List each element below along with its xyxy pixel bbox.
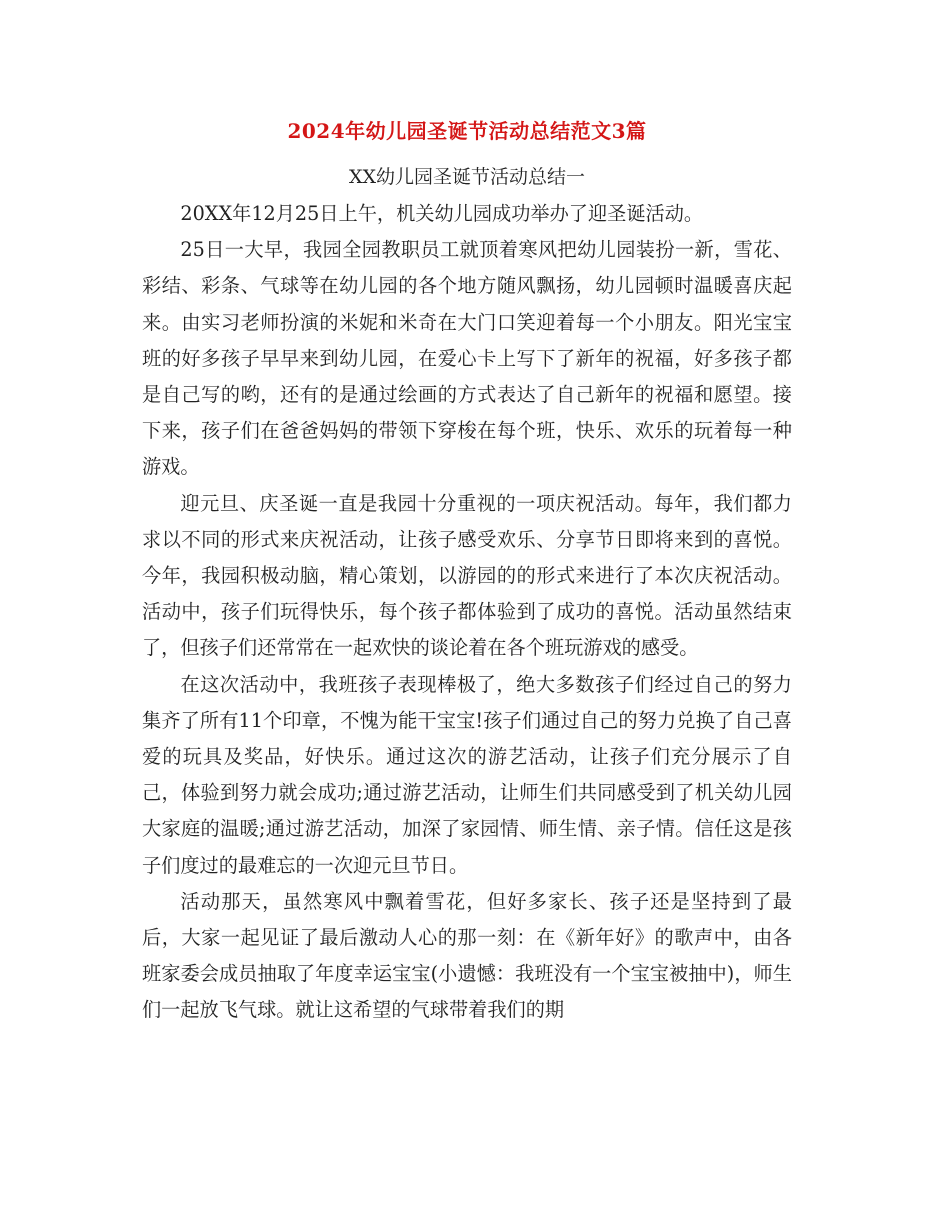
section-title: XX幼儿园圣诞节活动总结一 [348, 166, 586, 188]
paragraph-3: 迎元旦、庆圣诞一直是我园十分重视的一项庆祝活动。每年，我们都力求以不同的形式来庆祝活动，让孩子感受欢乐、分享节日即将来到的喜悦。今年，我园积极动脑，精心策划，以游园的的形式来进行了本次庆祝活动。活动中，孩子们玩得快乐，每个孩子都体验到了成功的喜悦。活动虽然结束了，但孩子们还常常在一起欢快的谈论着在各个班玩游戏的感受。 [142, 491, 792, 660]
document-title: 2024年幼儿园圣诞节活动总结范文3篇 [287, 119, 647, 143]
paragraph-2: 25日一大早，我园全园教职员工就顶着寒风把幼儿园装扮一新，雪花、彩结、彩条、气球等在幼儿园的各个地方随风飘扬，幼儿园顿时温暖喜庆起来。由实习老师扮演的米妮和米奇在大门口笑迎着每一个小朋友。阳光宝宝班的好多孩子早早来到幼儿园，在爱心卡上写下了新年的祝福，好多孩子都是自己写的哟，还有的是通过绘画的方式表达了自己新年的祝福和愿望。接下来，孩子们在爸爸妈妈的带领下穿梭在每个班，快乐、欢乐的玩着每一种游戏。 [142, 238, 792, 479]
paragraph-1: 20XX年12月25日上午，机关幼儿园成功举办了迎圣诞活动。 [180, 202, 704, 225]
paragraph-5: 活动那天，虽然寒风中飘着雪花，但好多家长、孩子还是坚持到了最后，大家一起见证了最后激动人心的那一刻：在《新年好》的歌声中，由各班家委会成员抽取了年度幸运宝宝(小遗憾：我班没有一个宝宝被抽中)，师生们一起放飞气球。就让这希望的气球带着我们的期 [142, 889, 792, 1022]
paragraph-4: 在这次活动中，我班孩子表现棒极了，绝大多数孩子们经过自己的努力集齐了所有11个印章，不愧为能干宝宝!孩子们通过自己的努力兑换了自己喜爱的玩具及奖品，好快乐。通过这次的游艺活动，让孩子们充分展示了自己，体验到努力就会成功;通过游艺活动，让师生们共同感受到了机关幼儿园大家庭的温暖;通过游艺活动，加深了家园情、师生情、亲子情。信任这是孩子们度过的最难忘的一次迎元旦节日。 [142, 672, 792, 877]
